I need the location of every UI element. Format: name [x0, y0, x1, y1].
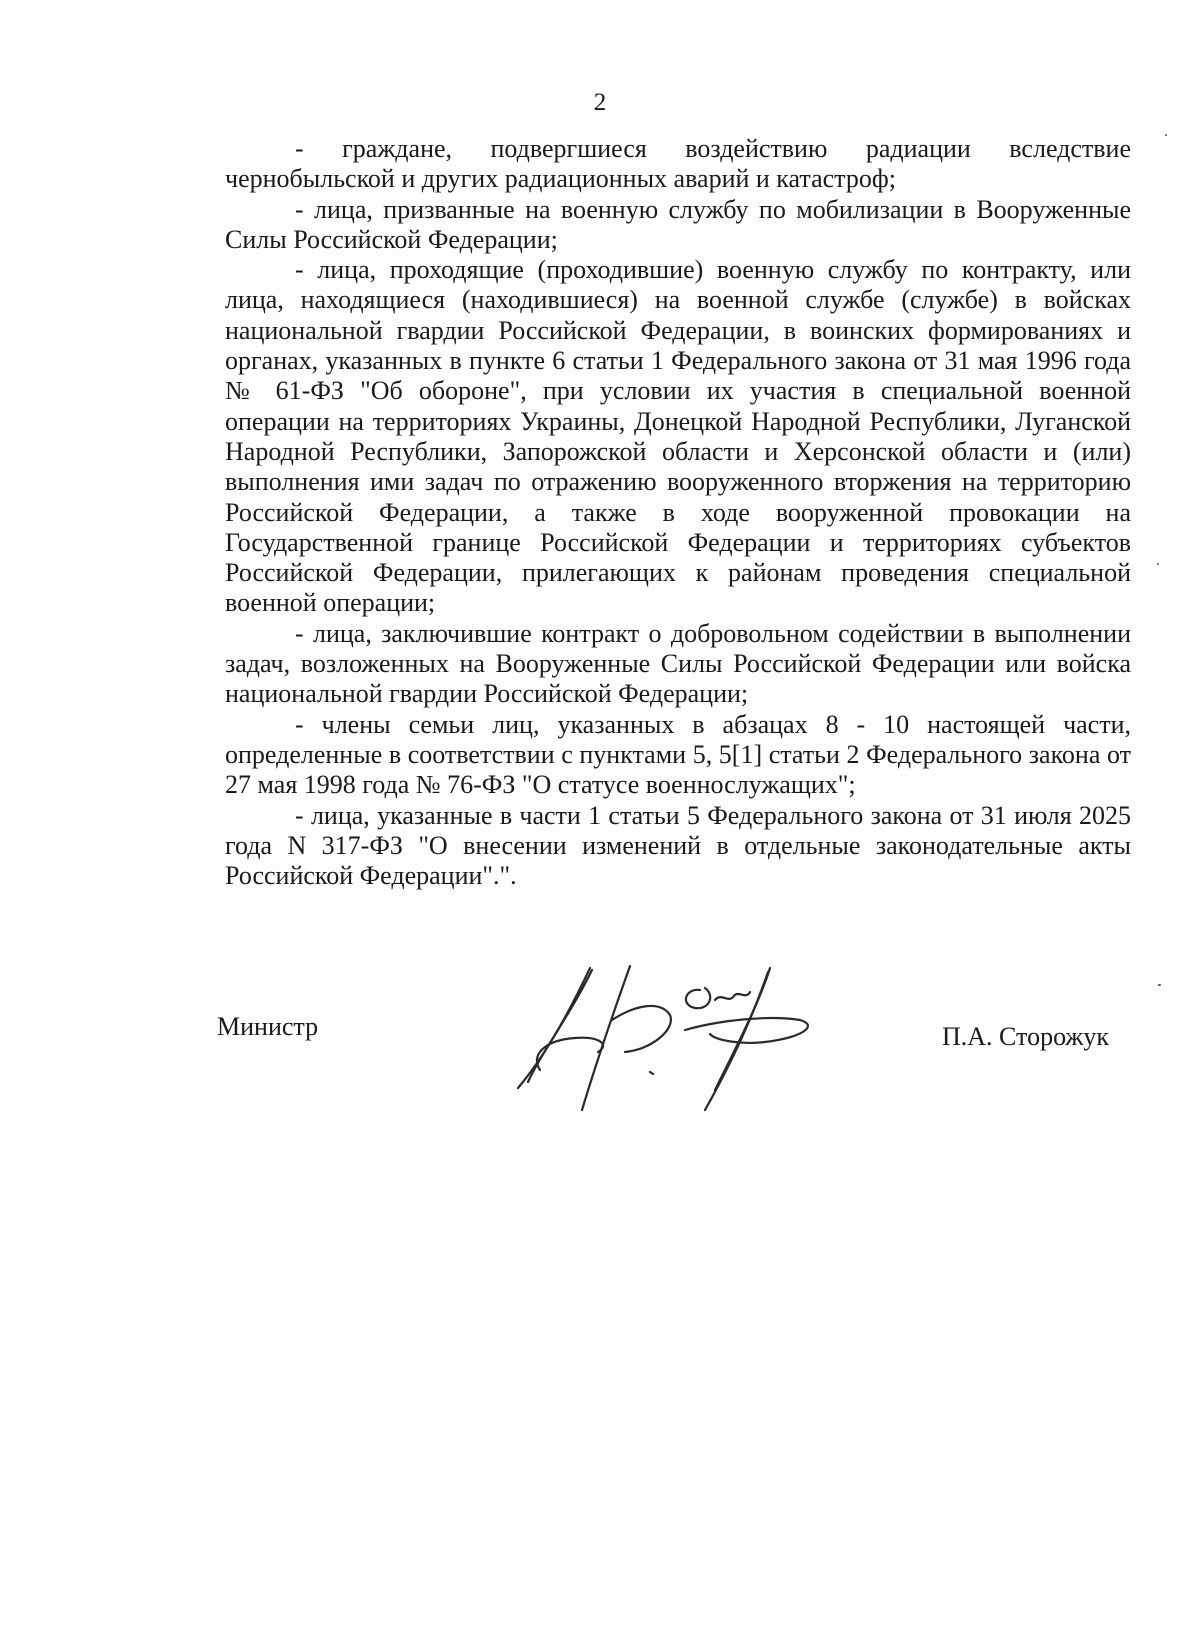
paragraph-5: - члены семьи лиц, указанных в абзацах 8 - 10 настоящей части, определенные в соответствии с пунктами 5, 5[1] статьи 2 Федерального закона от 27 мая 1998 года № 76-ФЗ "О статусе военнослужащих"; [225, 709, 1131, 800]
paragraph-1: - граждане, подвергшиеся воздействию радиации вследствие чернобыльской и других радиационных аварий и катастроф; [225, 134, 1131, 194]
scan-speck [1157, 563, 1159, 565]
signatory-name: П.А. Сторожук [942, 1022, 1110, 1051]
handwritten-signature [500, 960, 860, 1120]
page-number: 2 [593, 89, 607, 116]
paragraph-2: - лица, призванные на военную службу по мобилизации в Вооруженные Силы Российской Федерации; [225, 194, 1131, 254]
scan-speck [1165, 134, 1167, 136]
scan-speck [1158, 984, 1161, 986]
document-body [225, 134, 1131, 891]
signatory-title: Министр [217, 1012, 319, 1041]
paragraph-3: - лица, проходящие (проходившие) военную службу по контракту, или лица, находящиеся (находившиеся) на военной службе (службе) в войсках национальной гвардии Российской Федерации, в воинских формированиях и органах, указанных в пункте 6 статьи 1 Федерального закона от 31 мая 1996 года № 61-ФЗ "Об обороне", при условии их участия в специальной военной операции на территориях Украины, Донецкой Народной Республики, Луганской Народной Республики, Запорожской области и Херсонской области и (или) выполнения ими задач по отражению вооруженного вторжения на территорию Российской Федерации, а также в ходе вооруженной провокации на Государственной границе Российской Федерации и территориях субъектов Российской Федерации, прилегающих к районам проведения специальной военной операции; [225, 255, 1131, 618]
paragraph-4: - лица, заключившие контракт о добровольном содействии в выполнении задач, возложенных на Вооруженные Силы Российской Федерации или войска национальной гвардии Российской Федерации; [225, 618, 1131, 709]
paragraph-6: - лица, указанные в части 1 статьи 5 Федерального закона от 31 июля 2025 года N 317-ФЗ "О внесении изменений в отдельные законодательные акты Российской Федерации".". [225, 800, 1131, 891]
